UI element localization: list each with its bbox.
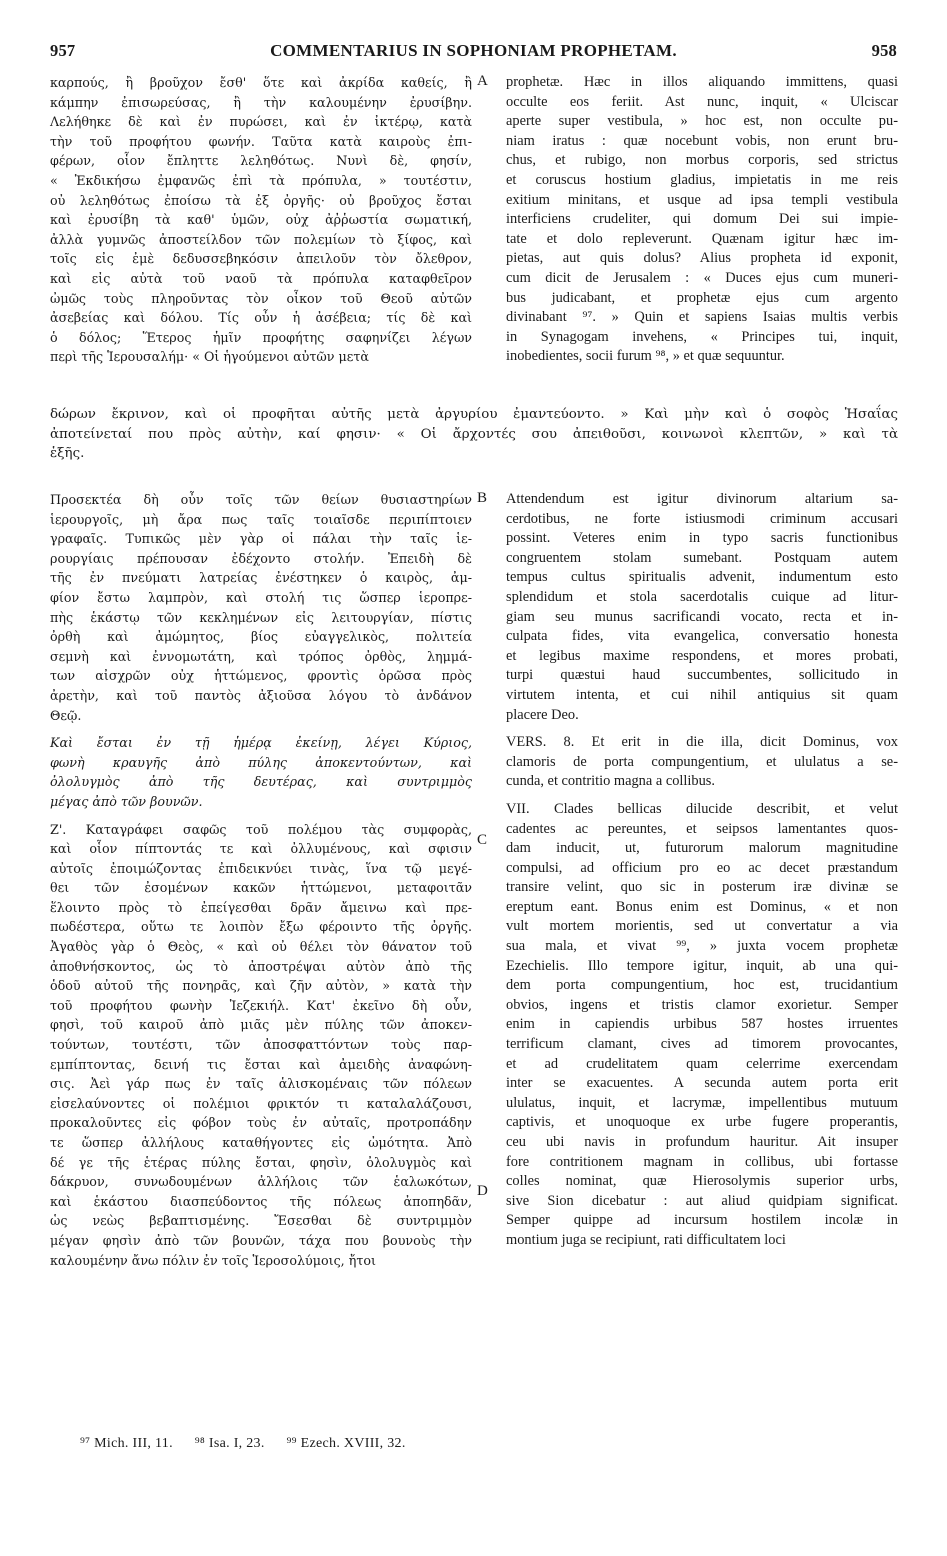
text-line: προκαλοῦντες εἰς φόβον τοὺς ἐν αὐταῖς, προτροπάδην <box>50 1115 472 1131</box>
text-line: ἀποθνήσκοντος, ὡς τὸ ἀποστρέψαι αὐτὸν ἀπὸ τῆς <box>50 958 472 974</box>
text-line: et ad crudelitatem quam celerrime exercendam <box>506 1055 898 1072</box>
text-line: σις. Ἀεὶ γάρ πως ἐν ταῖς ἁλισκομέναις τῶν πόλεων <box>50 1076 472 1092</box>
text-line: tate et dolo repleverunt. Quænam igitur hæc im- <box>506 230 898 247</box>
text-line: et coruscus hostium gladius, impietatis in me reis <box>506 171 898 188</box>
text-line: ὠμῶς τοὺς πληροῦντας τὸν οἶκον τοῦ Θεοῦ αὐτῶν <box>50 290 472 306</box>
text-line: σεμνὴ καὶ ἐννομωτάτη, καὶ τρόπος ὀρθὸς, λημμά- <box>50 648 472 664</box>
text-line: ρουργίαις πρέπουσαν ἐδέχοντο στολήν. Ἐπειδὴ δὲ <box>50 550 472 566</box>
text-line: cum dicit de Jerusalem : « Duces ejus cum muneri- <box>506 269 898 286</box>
footnotes <box>80 1436 424 1452</box>
text-line: των αἰσχρῶν οὐχ ἡττώμενος, φροντὶς ὁρῶσα πρὸς <box>50 668 472 684</box>
text-line: ceu ubi navis in profundum hauritur. Ait insuper <box>506 1134 898 1150</box>
text-line: VII. Clades bellicas dilucide describit, et velut <box>506 800 898 817</box>
text-line: occulte eos feriit. Ast nunc, inquit, « Ulciscar <box>506 93 898 110</box>
text-line: φέρων, οἷον ἔπληττε λεληθότως. Νυνὶ δὲ, φησίν, <box>50 153 472 169</box>
text-line: εἰσελαύνοντες οἱ πολέμιοι φρικτόν τι καταλαλάζουσι, <box>50 1095 472 1111</box>
text-line: ὀρθὴ καὶ ἀμώμητος, βίος εὐαγγελικὸς, πολιτεία <box>50 629 472 645</box>
text-line: οὐ λεληθότως ἐποίσω τὰ ἐξ ὀργῆς· οὐ βροῦχος ἔσται <box>50 192 472 208</box>
text-line: πὴς ἑκάστῳ τῶν κεκλημένων εἰς λειτουργίαν, πίστις <box>50 609 472 625</box>
verse-line: VERS. 8. Et erit in die illa, dicit Dominus, vox <box>506 734 898 751</box>
text-line: niam iratus : quæ nocebunt vobis, non erunt bru- <box>506 132 898 149</box>
text-line: τοῦ προφήτου φωνὴν Ἰεζεκιήλ. Κατ' ἐκεῖνο δὴ οὖν, <box>50 997 472 1013</box>
text-line: enim in capiendis urbibus 587 hostes irruentes <box>506 1016 898 1033</box>
text-line: pietas, aut quis dolus? Alius propheta id exponit, <box>506 250 898 267</box>
text-line: καὶ εἰς αὐτὰ τοῦ ναοῦ τὰ πρόπυλα καταφθεῖρον <box>50 270 472 286</box>
text-line: placere Deo. <box>506 706 579 723</box>
text-line: ἀλλὰ γυμνῶς ἀποστείλδον τῶν πολεμίων τὸ ξίφος, καὶ <box>50 231 472 247</box>
greek-spanning-text <box>50 405 898 464</box>
text-line: colles nominat, quæ Hierosolymis superior urbs, <box>506 1173 898 1190</box>
text-line: καρπούς, ἢ βροῦχον ἔσθ' ὅτε καὶ ἀκρίδα καθείς, ἢ <box>50 75 472 90</box>
text-line: turpi quæstui haud succumbentes, sollicitudo in <box>506 667 898 684</box>
text-line: πωδέστερα, οὕτω τε λοιπὸν ἔξω φέροιντο τῆς ὀργῆς. <box>50 919 472 935</box>
text-line: terrificum clamant, cives ad timorem provocantes, <box>506 1036 898 1053</box>
text-line: possint. Veteres enim in typo sacris functionibus <box>506 530 898 547</box>
text-line: Θεῷ. <box>50 707 82 723</box>
text-line: obvios, ingens et tristis clamor exorietur. Semper <box>506 996 898 1013</box>
text-line: fore contritionem magnam in collibus, ubi fortasse <box>506 1153 898 1170</box>
text-line: ὁ δόλος; Ἕτερος ἡμῖν προφήτης σαφηνίζει λέγων <box>50 329 472 345</box>
text-line: ἀρετὴν, καὶ τοῦ παντὸς ἀξιοῦσα λόγου τὸ ἀνδάνον <box>50 687 472 703</box>
text-line: καλουμένην ἄνω πόλιν ἐν τοῖς Ἱεροσολύμοις, ἤτοι <box>50 1252 376 1268</box>
footnote-98: ⁹⁸ Isa. I, 23. <box>194 1436 265 1451</box>
latin-column-lower <box>506 490 898 1251</box>
text-line: ὁδοῦ αὐτοῦ τῆς πονηρᾶς, καὶ ζῆν αὐτὸν, » κατὰ τὴν <box>50 978 472 994</box>
greek-paragraph-2 <box>50 820 472 1271</box>
text-line: exitium minitans, et usque ad ipsa templi vestibula <box>506 191 898 208</box>
text-line: cerdotibus, ne forte istiusmodi criminum accusari <box>506 510 898 527</box>
text-line: tempus cultus spiritualis advenit, indumentum esto <box>506 569 898 586</box>
text-line: καὶ ἐρυσίβη τὰ καθ' ὑμῶν, οὐχ ἀῤῥωστία σωματική, <box>50 212 472 228</box>
text-line: chus, et rubigo, non morbus corporis, sed strictus <box>506 152 898 169</box>
footnote-97: ⁹⁷ Mich. III, 11. <box>80 1436 173 1451</box>
text-line: ἀποτείνεταί που πρὸς αὐτὴν, καί φησιν· « Οἱ ἄρχοντές σου ἀπειθοῦσι, κοινωνοὶ κλεπτῶν, » καὶ τὰ <box>50 426 898 442</box>
text-line: splendidum et stola sacerdotalis cuique ad litur- <box>506 588 898 605</box>
page-header <box>50 38 897 64</box>
text-line: καὶ οἷον πίπτοντάς τε καὶ ὀλλυμένους, καὶ σφισιν <box>50 841 472 857</box>
text-line: ἱερουργοῖς, μὴ ἄρα πως ταῖς τοιαῖσδε περιπίπτοιεν <box>50 511 472 527</box>
text-line: virtutem intenta, et cui nihil antiquius sit quam <box>506 686 898 703</box>
text-line: culpata fides, vita evangelica, conversatio honesta <box>506 628 898 645</box>
text-line: dam inducit, ut, futurorum malorum magnitudine <box>506 840 898 857</box>
text-line: ἑξῆς. <box>50 446 85 462</box>
text-line: inobedientes, socii furum ⁹⁸, » et quæ sequuntur. <box>506 348 785 365</box>
margin-letter-a: A <box>477 73 488 89</box>
margin-letter-d: D <box>477 1183 488 1199</box>
text-line: ἀσεβείας καὶ δόλου. Τίς οὖν ἡ ἀσέβεια; τίς δὲ καὶ <box>50 310 472 326</box>
verse-line: φωνὴ κραυγῆς ἀπὸ πύλης ἀποκεντούντων, καὶ <box>50 754 472 770</box>
text-line: « Ἐκδικήσω ἐμφανῶς ἐπὶ τὰ πρόπυλα, » τουτέστιν, <box>50 172 472 188</box>
text-line: giam seu munus sacrificandi vocato, recta et in- <box>506 608 898 625</box>
latin-paragraph-2 <box>506 800 898 1251</box>
text-line: Ἀγαθὸς γὰρ ὁ Θεὸς, « καὶ οὐ θέλει τὸν θάνατον τοῦ <box>50 939 472 955</box>
text-line: Semper quippe ad incursum hostilem incolæ in <box>506 1212 898 1229</box>
text-line: τῆς ἐν πνεύματι λατρείας ἐνέστηκεν ὁ καιρὸς, ἀμ- <box>50 570 472 586</box>
text-line: καὶ ἑκάστου διασπεύδοντος τῆς πόλεως ἀποπηδᾶν, <box>50 1193 472 1209</box>
text-line: κάμπην ἐπισωρεύσας, ἢ τὴν καλουμένην ἐρυσίβην. <box>50 94 472 110</box>
text-line: cadentes ac pereuntes, et seipsos lamentantes quos- <box>506 820 898 837</box>
text-line: ἕλοιντο πρὸς τὸ ἐπείγεσθαι δρᾶν ἄμεινω καὶ πρε- <box>50 899 472 915</box>
text-line: ereptum eant. Bonus enim est Dominus, « et non <box>506 898 898 915</box>
greek-column-lower <box>50 490 472 1270</box>
text-line: αὐτοῖς ἐποιμώζοντας ἐπιδεικνύει τινὰς, ἵνα τῷ μεγέ- <box>50 860 472 876</box>
text-line: montium juga se recipiunt, rati difficultatem loci <box>506 1231 786 1248</box>
text-line: δάκρυον, συνωδουμένων ἀλλήλοις τῶν ἑαλωκότων, <box>50 1174 472 1190</box>
text-line: et legibus maxime respondens, et mores probati, <box>506 647 898 664</box>
greek-paragraph-1 <box>50 490 472 725</box>
text-line: δώρων ἔκρινον, καὶ οἱ προφῆται αὐτῆς μετὰ ἀργυρίου ἐμαντεύοντο. » Καὶ μὴν καὶ ὁ σοφὸς Ἡσαΐας <box>50 407 898 422</box>
text-line: aperte super vestibula, » hoc est, non occulte pu- <box>506 113 898 130</box>
text-line: sive Sion dicebatur : aut aliud quidpiam significat. <box>506 1192 898 1209</box>
text-line: τε ὥσπερ ἀλλήλους καταθήγοντες εἰς ὠμότητα. Ἀπὸ <box>50 1135 472 1150</box>
text-line: divinabant ⁹⁷. » Quin et sapiens Isaias multis verbis <box>506 309 898 326</box>
text-line: Attendendum est igitur divinorum altarium sa- <box>506 491 898 507</box>
text-line: θει τῶν ἐσομένων κακῶν ἡττώμενοι, μεταφοιτᾶν <box>50 880 472 896</box>
verse-line: clamoris de porta compungentium, et ululatus a se- <box>506 753 898 770</box>
right-page-number: 958 <box>871 41 897 60</box>
text-line: congruentem stolam sumebant. Postquam autem <box>506 549 898 566</box>
text-line: ululatus, inquit, et lacrymæ, impellentibus mutuum <box>506 1094 898 1111</box>
text-line: sua mala, et vivat ⁹⁹, » juxta vocem prophetæ <box>506 938 898 955</box>
latin-column-top <box>506 73 898 367</box>
text-line: τούντων, τουτέστι, τῶν ἀποσφαττόντων τοὺς παρ- <box>50 1037 472 1053</box>
text-line: τὴν τοῦ προφήτου φωνήν. Ταῦτα κατὰ καιροὺς ἐπι- <box>50 133 472 149</box>
text-line: interficiens crudeliter, qui domum Dei sui impie- <box>506 211 898 228</box>
text-line: ὡς νεὼς βεβαπτισμένης. Ἔσεσθαι δὲ συντριμμὸν <box>50 1213 472 1229</box>
footnote-99: ⁹⁹ Ezech. XVIII, 32. <box>286 1436 406 1451</box>
text-line: bus judicabant, et prophetæ ejus cum argento <box>506 289 898 306</box>
text-line: dem porta compungentium, hoc est, trucidantium <box>506 977 898 994</box>
text-line: inter se exacuentes. A secunda autem porta erit <box>506 1075 898 1092</box>
text-line: φίον ἔστω λαμπρὸν, καὶ στολή τις ὥσπερ ἱεροπρε- <box>50 589 472 605</box>
running-title: COMMENTARIUS IN SOPHONIAM PROPHETAM. <box>270 41 677 60</box>
latin-paragraph-1 <box>506 490 898 725</box>
text-line: δέ γε τῆς ἑτέρας πύλης ἔσται, φησὶν, ὀλολυγμὸς καὶ <box>50 1154 472 1170</box>
text-line: Ezechielis. Illo tempore igitur, inquit, ab una qui- <box>506 957 898 974</box>
text-line: Προσεκτέα δὴ οὖν τοῖς τῶν θείων θυσιαστηρίων <box>50 492 472 507</box>
text-line: μέγαν φησὶν ἀπὸ τῶν βουνῶν, τάχα που βουνοὺς τὴν <box>50 1232 472 1248</box>
text-line: prophetæ. Hæc in illos aliquando immittens, quasi <box>506 74 898 90</box>
margin-letter-c: C <box>477 832 488 848</box>
text-line: εμπίπτοντας, δεινή τις ἔσται καὶ ἀμειδὴς ἀναφώνη- <box>50 1056 472 1072</box>
greek-column-top <box>50 73 472 367</box>
text-line: γραφαῖς. Τυπικῶς μὲν γὰρ οἱ πάλαι τὴν ταῖς ἱε- <box>50 531 472 547</box>
verse-line: μέγας ἀπὸ τῶν βουνῶν. <box>50 793 203 809</box>
text-line: in Synagogam invehens, « Principes tui, inquit, <box>506 328 898 345</box>
text-line: compulsi, ad officium pro eo ac decet præstandum <box>506 859 898 876</box>
verse-line: cunda, et contritio magna a collibus. <box>506 773 716 790</box>
text-line: Ζ'. Καταγράφει σαφῶς τοῦ πολέμου τὰς συμφορὰς, <box>50 821 472 837</box>
latin-verse <box>506 733 898 792</box>
verse-line: Καὶ ἔσται ἐν τῇ ἡμέρᾳ ἐκείνῃ, λέγει Κύριος, <box>50 735 472 751</box>
text-line: vult mortem morientis, sed ut convertatur a via <box>506 918 898 935</box>
text-line: περὶ τῆς Ἱερουσαλήμ· « Οἱ ἡγούμενοι αὐτῶν μετὰ <box>50 349 369 365</box>
left-page-number: 957 <box>50 41 76 60</box>
margin-letter-b: B <box>477 490 488 506</box>
greek-verse <box>50 733 472 811</box>
text-line: φησὶ, τοῦ καιροῦ ἀπὸ μιᾶς μὲν πύλης τῶν ἀποκεν- <box>50 1017 472 1033</box>
text-line: captivis, et unoquoque ex urbe fugere properantis, <box>506 1114 898 1131</box>
text-line: Λελήθηκε δὲ καὶ ἐν πυρώσει, καὶ ἐν ἰκτέρῳ, κατὰ <box>50 114 472 130</box>
verse-line: ὀλολυγμὸς ἀπὸ τῆς δευτέρας, καὶ συντριμμὸς <box>50 774 472 790</box>
text-line: τοῖς εἰς ἐμὲ δεδυσσεβηκόσιν ἀπειλοῦν τὸν ὄλεθρον, <box>50 251 472 267</box>
text-line: transire velint, quo sic in posterum iræ divinæ se <box>506 879 898 896</box>
